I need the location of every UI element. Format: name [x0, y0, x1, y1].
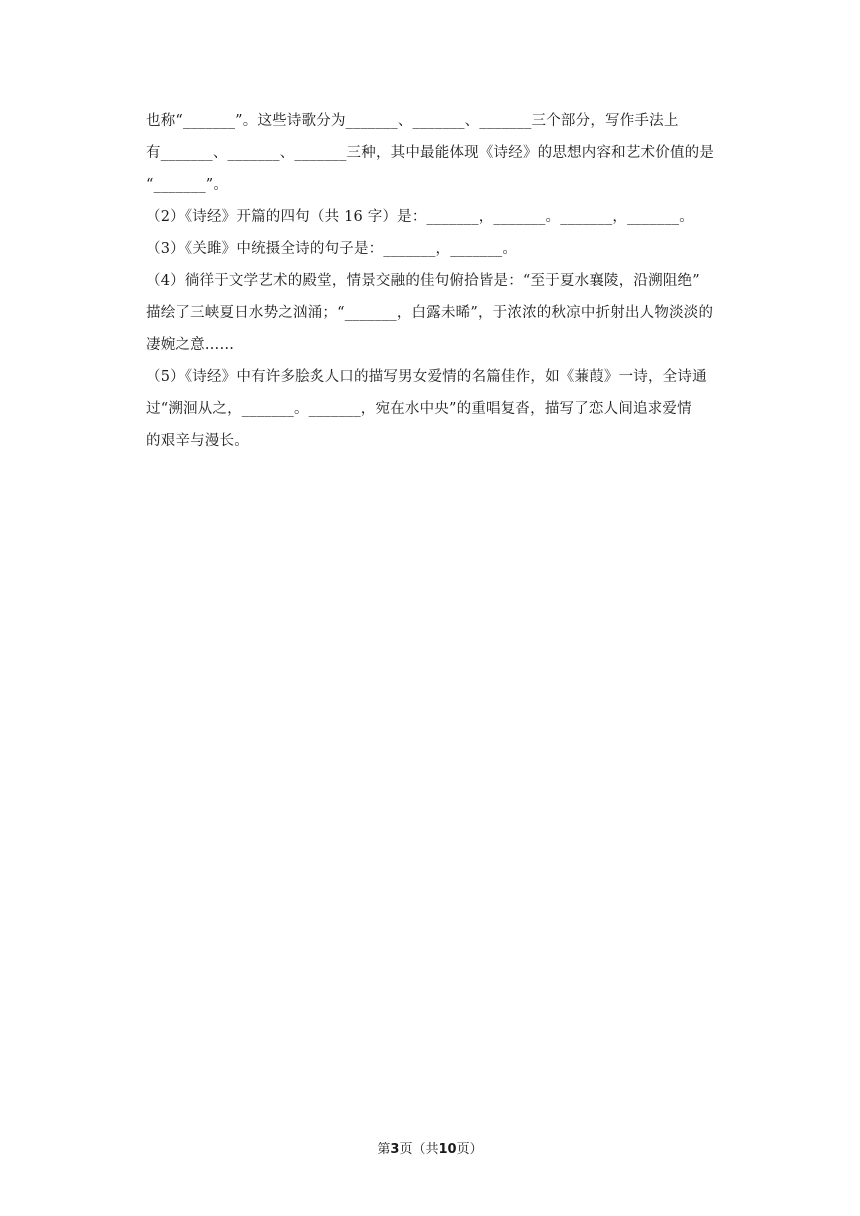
- text-line: （3）《关雎》中统摄全诗的句子是：_______，_______。: [146, 241, 518, 257]
- text-line: 凄婉之意……: [146, 337, 235, 353]
- footer-suffix: 页）: [456, 1142, 483, 1157]
- text-line: “_______”。: [146, 177, 229, 193]
- page-footer: [0, 1138, 860, 1157]
- footer-total-pages: 10: [438, 1142, 457, 1157]
- footer-middle: 页（共: [399, 1142, 439, 1157]
- text-line: （5）《诗经》中有许多脍炙人口的描写男女爱情的名篇佳作，如《蒹葭》一诗，全诗通: [146, 369, 707, 385]
- footer-prefix: 第: [377, 1142, 391, 1157]
- text-line: （2）《诗经》开篇的四句（共 16 字）是：_______，_______。_______，_______。: [146, 209, 694, 225]
- text-line: 也称“_______”。这些诗歌分为_______、_______、_______三个部分，写作手法上: [146, 113, 679, 129]
- question-text: [146, 105, 726, 457]
- text-line: 有_______、_______、_______三种，其中最能体现《诗经》的思想内容和艺术价值的是: [146, 145, 715, 161]
- text-line: 描绘了三峡夏日水势之汹涌；“_______，白露未晞”，于浓浓的秋凉中折射出人物淡淡的: [146, 305, 714, 321]
- text-line: 的艰辛与漫长。: [146, 433, 249, 449]
- text-line: 过“溯洄从之，_______。_______，宛在水中央”的重唱复沓，描写了恋人间追求爱情: [146, 401, 692, 417]
- footer-page-number: 3: [390, 1142, 400, 1157]
- text-line: （4）徜徉于文学艺术的殿堂，情景交融的佳句俯拾皆是：“至于夏水襄陵，沿溯阻绝”: [146, 273, 700, 289]
